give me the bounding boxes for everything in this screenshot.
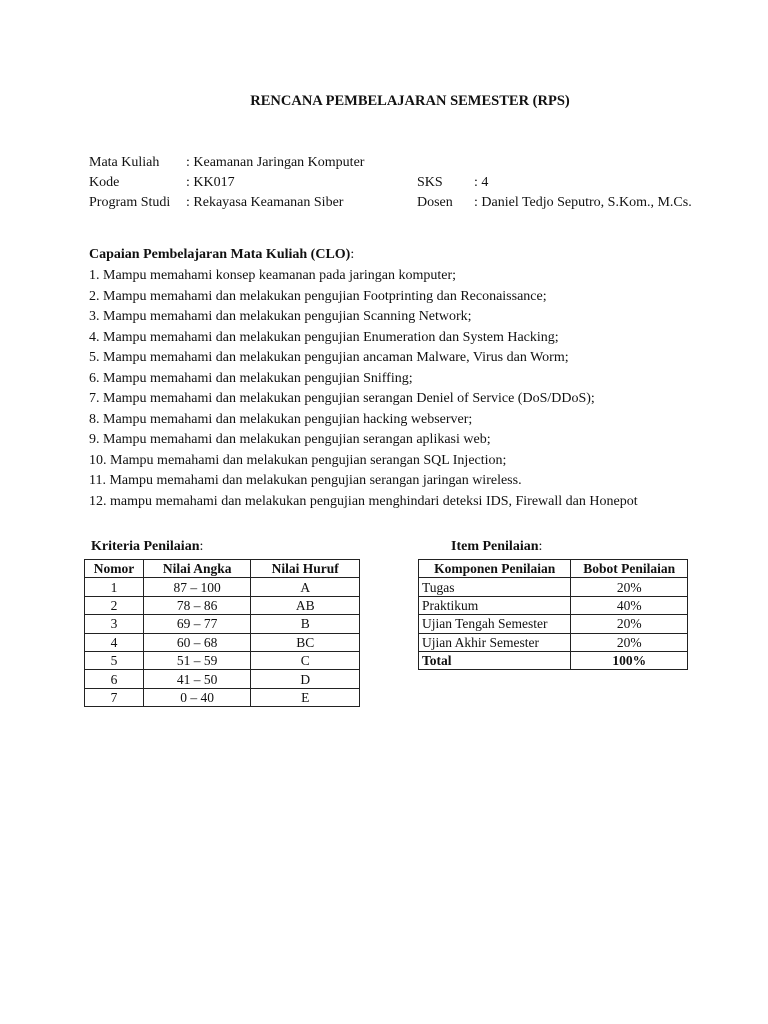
table-row: [85, 615, 360, 633]
clo-heading-text: Capaian Pembelajaran Mata Kuliah (CLO): [89, 247, 351, 262]
clo-item-8: 8. Mampu memahami dan melakukan pengujian hacking webserver;: [89, 411, 473, 427]
dosen-label: Dosen: [417, 195, 453, 210]
clo-heading: [89, 247, 354, 263]
table-cell: D: [251, 670, 360, 688]
sks-value: : 4: [474, 175, 489, 190]
clo-heading-colon: :: [350, 247, 355, 262]
kode-value: : KK017: [186, 175, 235, 190]
table-cell: 4: [85, 633, 144, 651]
total-value: 100%: [571, 651, 688, 669]
column-header: Nilai Angka: [143, 560, 251, 578]
table-cell: 1: [85, 578, 144, 596]
table-header-row: [85, 560, 360, 578]
table-row: [85, 578, 360, 596]
kriteria-heading: [91, 539, 203, 555]
table-cell: 6: [85, 670, 144, 688]
prodi-label: Program Studi: [89, 195, 171, 210]
clo-item-10: 10. Mampu memahami dan melakukan pengujian serangan SQL Injection;: [89, 452, 507, 468]
column-header: Nomor: [85, 560, 144, 578]
table-cell: B: [251, 615, 360, 633]
table-cell: E: [251, 688, 360, 706]
table-cell: C: [251, 651, 360, 669]
table-cell: 41 – 50: [143, 670, 251, 688]
column-header: Bobot Penilaian: [571, 560, 688, 578]
table-cell: Ujian Tengah Semester: [419, 615, 571, 633]
clo-item-1: 1. Mampu memahami konsep keamanan pada jaringan komputer;: [89, 268, 457, 283]
item-heading-colon: :: [538, 539, 543, 554]
clo-item-7: 7. Mampu memahami dan melakukan pengujian serangan Deniel of Service (DoS/DDoS);: [89, 391, 595, 406]
mata-kuliah-value: : Keamanan Jaringan Komputer: [186, 155, 365, 170]
clo-item-3: 3. Mampu memahami dan melakukan pengujian Scanning Network;: [89, 309, 472, 324]
table-row: [85, 633, 360, 651]
item-heading: [451, 539, 542, 555]
clo-item-2: 2. Mampu memahami dan melakukan pengujian Footprinting dan Reconaissance;: [89, 288, 547, 304]
clo-item-5: 5. Mampu memahami dan melakukan pengujian ancaman Malware, Virus dan Worm;: [89, 350, 569, 365]
clo-item-11: 11. Mampu memahami dan melakukan pengujian serangan jaringan wireless.: [89, 473, 522, 488]
table-row: [419, 633, 688, 651]
clo-item-4: 4. Mampu memahami dan melakukan pengujian Enumeration dan System Hacking;: [89, 329, 559, 345]
table-row: [419, 578, 688, 596]
table-cell: 3: [85, 615, 144, 633]
table-cell: Praktikum: [419, 596, 571, 614]
table-cell: 5: [85, 651, 144, 669]
table-row: [85, 670, 360, 688]
table-cell: 87 – 100: [143, 578, 251, 596]
sks-label: SKS: [417, 175, 443, 190]
dosen-value: : Daniel Tedjo Seputro, S.Kom., M.Cs.: [474, 195, 692, 210]
table-cell: 7: [85, 688, 144, 706]
table-cell: 0 – 40: [143, 688, 251, 706]
column-header: Komponen Penilaian: [419, 560, 571, 578]
table-row: [85, 651, 360, 669]
kriteria-heading-text: Kriteria Penilaian: [91, 539, 200, 554]
table-cell: 60 – 68: [143, 633, 251, 651]
total-label: Total: [419, 651, 571, 669]
table-cell: 69 – 77: [143, 615, 251, 633]
table-cell: Tugas: [419, 578, 571, 596]
table-cell: 2: [85, 596, 144, 614]
column-header: Nilai Huruf: [251, 560, 360, 578]
table-cell: A: [251, 578, 360, 596]
table-total-row: [419, 651, 688, 669]
table-row: [85, 688, 360, 706]
table-cell: 20%: [571, 633, 688, 651]
item-table: [418, 559, 688, 670]
clo-item-6: 6. Mampu memahami dan melakukan pengujian Sniffing;: [89, 370, 413, 386]
clo-item-9: 9. Mampu memahami dan melakukan pengujian serangan aplikasi web;: [89, 432, 491, 447]
table-cell: 40%: [571, 596, 688, 614]
table-header-row: [419, 560, 688, 578]
table-cell: 51 – 59: [143, 651, 251, 669]
page-title: RENCANA PEMBELAJARAN SEMESTER (RPS): [250, 93, 570, 109]
clo-item-12: 12. mampu memahami dan melakukan pengujian menghindari deteksi IDS, Firewall dan Honepot: [89, 493, 638, 509]
table-row: [419, 615, 688, 633]
table-cell: 20%: [571, 578, 688, 596]
table-row: [85, 596, 360, 614]
table-cell: 20%: [571, 615, 688, 633]
kriteria-heading-colon: :: [199, 539, 204, 554]
table-cell: Ujian Akhir Semester: [419, 633, 571, 651]
kode-label: Kode: [89, 175, 120, 190]
prodi-value: : Rekayasa Keamanan Siber: [186, 195, 344, 210]
table-row: [419, 596, 688, 614]
table-cell: BC: [251, 633, 360, 651]
item-heading-text: Item Penilaian: [451, 539, 539, 554]
table-cell: 78 – 86: [143, 596, 251, 614]
kriteria-table: [84, 559, 360, 707]
table-cell: AB: [251, 596, 360, 614]
mata-kuliah-label: Mata Kuliah: [89, 155, 160, 170]
